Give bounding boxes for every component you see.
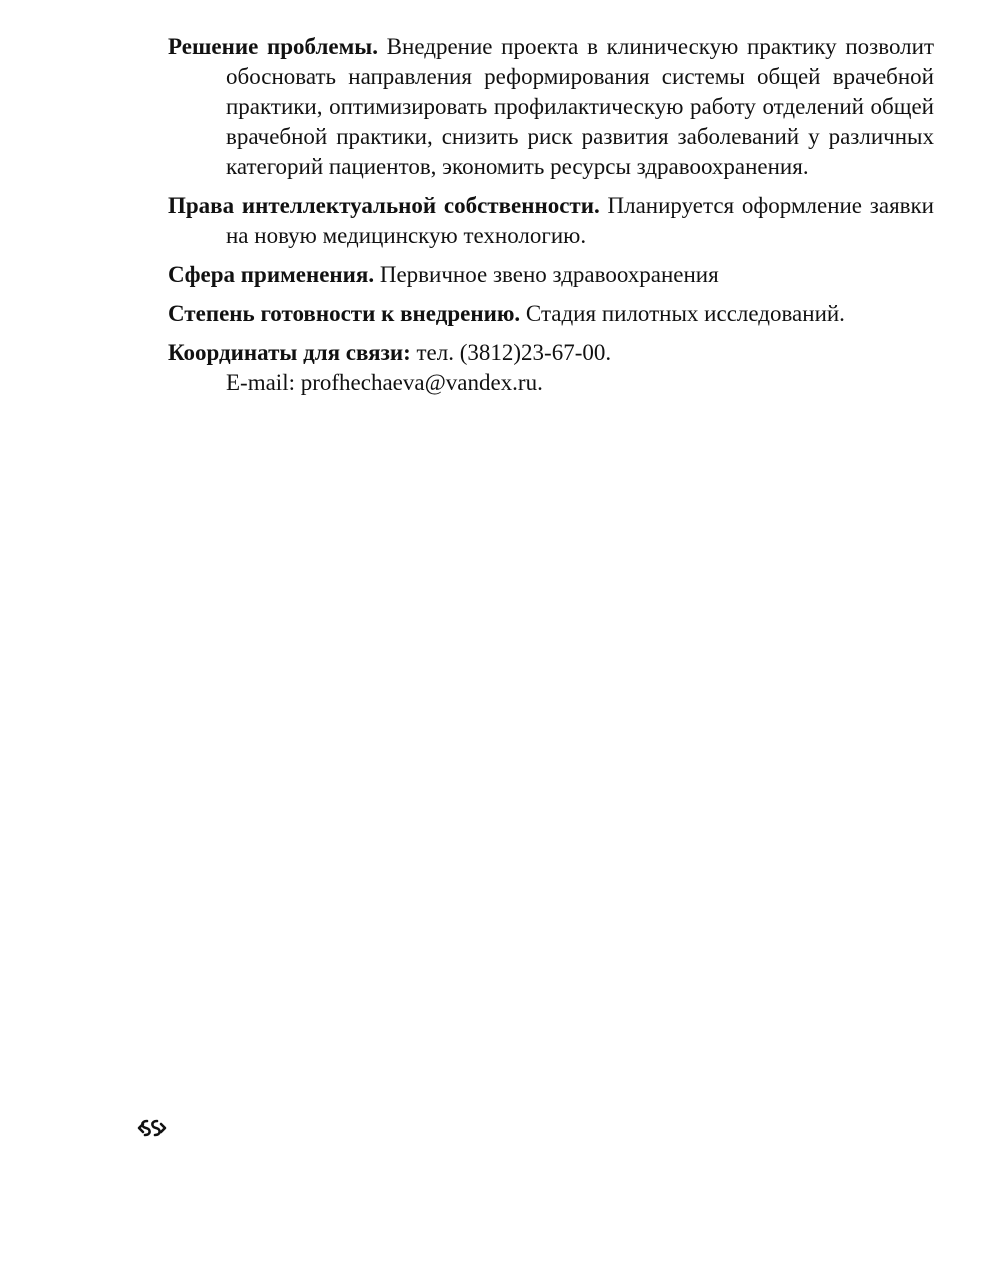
section-readiness [168, 299, 934, 329]
section-label: Сфера применения. [168, 262, 375, 287]
section-label: Решение проблемы. [168, 34, 378, 59]
document-body [168, 32, 934, 398]
contact-email: E-mail: profhechaeva@vandex.ru. [226, 370, 543, 395]
section-text: Планируется оформление заявки на новую медицинскую технологию. [226, 193, 934, 248]
section-label: Степень готовности к внедрению. [168, 301, 521, 326]
section-text: Стадия пилотных исследований. [520, 301, 845, 326]
contact-phone-line [168, 338, 934, 368]
section-intellectual-property [168, 191, 934, 251]
section-text: Внедрение проекта в клиническую практику позволит обосновать направления реформирования системы общей врачебной практики, оптимизировать профилактическую работу отделений общей врачебной практики, снизить риск развития заболеваний у различных категорий пациентов, экономить ресурсы здравоохранения. [226, 34, 934, 179]
section-label: Права интеллектуальной собственности. [168, 193, 600, 218]
contact-phone: тел. (3812)23-67-00. [410, 340, 612, 365]
section-problem-solution [168, 32, 934, 182]
contacts-block [168, 338, 934, 398]
decorative-ornament-icon [137, 1116, 167, 1140]
section-text: Первичное звено здравоохранения [374, 262, 719, 287]
contacts-label: Координаты для связи: [168, 340, 411, 365]
section-application-scope [168, 260, 934, 290]
